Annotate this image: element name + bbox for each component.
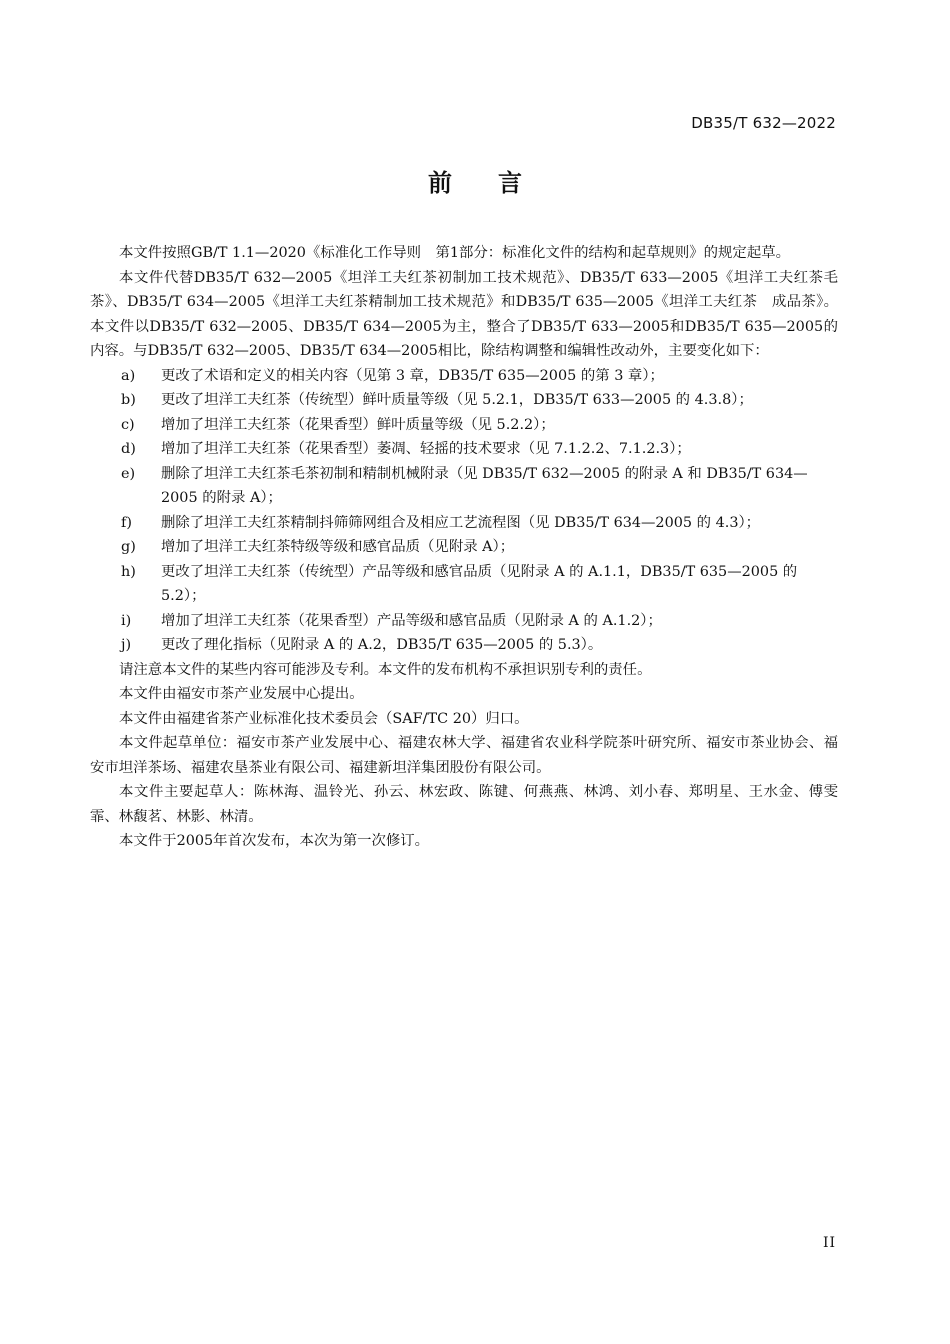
list-item-marker: c) [121,416,135,433]
list-item-marker: e) [121,465,136,482]
list-item-text: 删除了坦洋工夫红茶精制抖筛筛网组合及相应工艺流程图（见 DB35/T 634—2005 的 4.3）； [161,514,761,531]
foreword-body [90,241,838,854]
paragraph-proposer: 本文件由福安市茶产业发展中心提出。 [119,686,364,702]
changes-list [90,364,838,658]
list-item-text: 增加了坦洋工夫红茶（花果香型）萎凋、轻摇的技术要求（见 7.1.2.2、7.1.2.3）； [161,441,691,457]
list-item-marker: i) [121,612,132,629]
list-item-text: 更改了坦洋工夫红茶（传统型）产品等级和感官品质（见附录 A 的 A.1.1，DB35/T 635—2005 的 5.2）； [161,563,798,604]
paragraph-patent-notice: 请注意本文件的某些内容可能涉及专利。本文件的发布机构不承担识别专利的责任。 [119,661,652,678]
list-item-marker: d) [121,441,136,457]
paragraph-centralized-unit: 本文件由福建省茶产业标准化技术委员会（SAF/TC 20）归口。 [119,710,529,727]
list-item-text: 增加了坦洋工夫红茶（花果香型）鲜叶质量等级（见 5.2.2）； [161,416,555,433]
paragraph-drafting-units: 本文件起草单位：福安市茶产业发展中心、福建农林大学、福建省农业科学院茶叶研究所、福安市茶业协会、福安市坦洋茶场、福建农垦茶业有限公司、福建新坦洋集团股份有限公司。 [90,735,838,776]
document-number: DB35/T 632—2022 [691,114,836,132]
list-item-text: 删除了坦洋工夫红茶毛茶初制和精制机械附录（见 DB35/T 632—2005 的附录 A 和 DB35/T 634—2005 的附录 A）； [161,465,808,506]
paragraph-main-drafters: 本文件主要起草人：陈林海、温铃光、孙云、林宏政、陈键、何燕燕、林鸿、刘小春、郑明星、王水金、傅雯霏、林馥茗、林影、林清。 [90,784,838,825]
list-item-marker: h) [121,563,136,580]
list-item [90,560,838,609]
list-item-text: 更改了理化指标（见附录 A 的 A.2，DB35/T 635—2005 的 5.3）。 [161,637,603,653]
list-item-text: 更改了术语和定义的相关内容（见第 3 章，DB35/T 635—2005 的第 3 章）； [161,367,664,384]
page-number: II [822,1235,836,1251]
paragraph-replacement-info: 本文件代替DB35/T 632—2005《坦洋工夫红茶初制加工技术规范》、DB35/T 633—2005《坦洋工夫红茶毛茶》、DB35/T 634—2005《坦洋工夫红茶精制加工技术规范》和DB35/T 635—2005《坦洋工夫红茶 成品茶》。本文件以DB35/T 632—2005、DB35/T 634—2005为主，整合了DB35/T 633—2005和DB35/T 635—2005的内容。与DB35/T 632—2005、DB35/T 634—2005相比，除结构调整和编辑性改动外，主要变化如下： [90,269,838,359]
list-item-marker: j) [121,637,132,653]
list-item [90,437,838,462]
list-item [90,535,838,560]
list-item [90,388,838,413]
list-item-marker: g) [121,539,136,555]
list-item-marker: f) [121,514,132,531]
paragraph-publication-history: 本文件于2005年首次发布，本次为第一次修订。 [119,833,430,849]
list-item [90,609,838,634]
list-item [90,413,838,438]
list-item-marker: a) [121,367,136,384]
list-item [90,511,838,536]
list-item [90,364,838,389]
list-item-text: 增加了坦洋工夫红茶特级等级和感官品质（见附录 A）； [161,539,515,555]
list-item [90,462,838,511]
list-item-marker: b) [121,392,136,408]
page-title: 前言 [428,169,568,197]
paragraph-drafting-rules: 本文件按照GB/T 1.1—2020《标准化工作导则 第1部分：标准化文件的结构和起草规则》的规定起草。 [119,245,790,261]
list-item-text: 增加了坦洋工夫红茶（花果香型）产品等级和感官品质（见附录 A 的 A.1.2）； [161,612,662,629]
list-item-text: 更改了坦洋工夫红茶（传统型）鲜叶质量等级（见 5.2.1，DB35/T 633—2005 的 4.3.8）； [161,392,753,408]
list-item [90,633,838,658]
